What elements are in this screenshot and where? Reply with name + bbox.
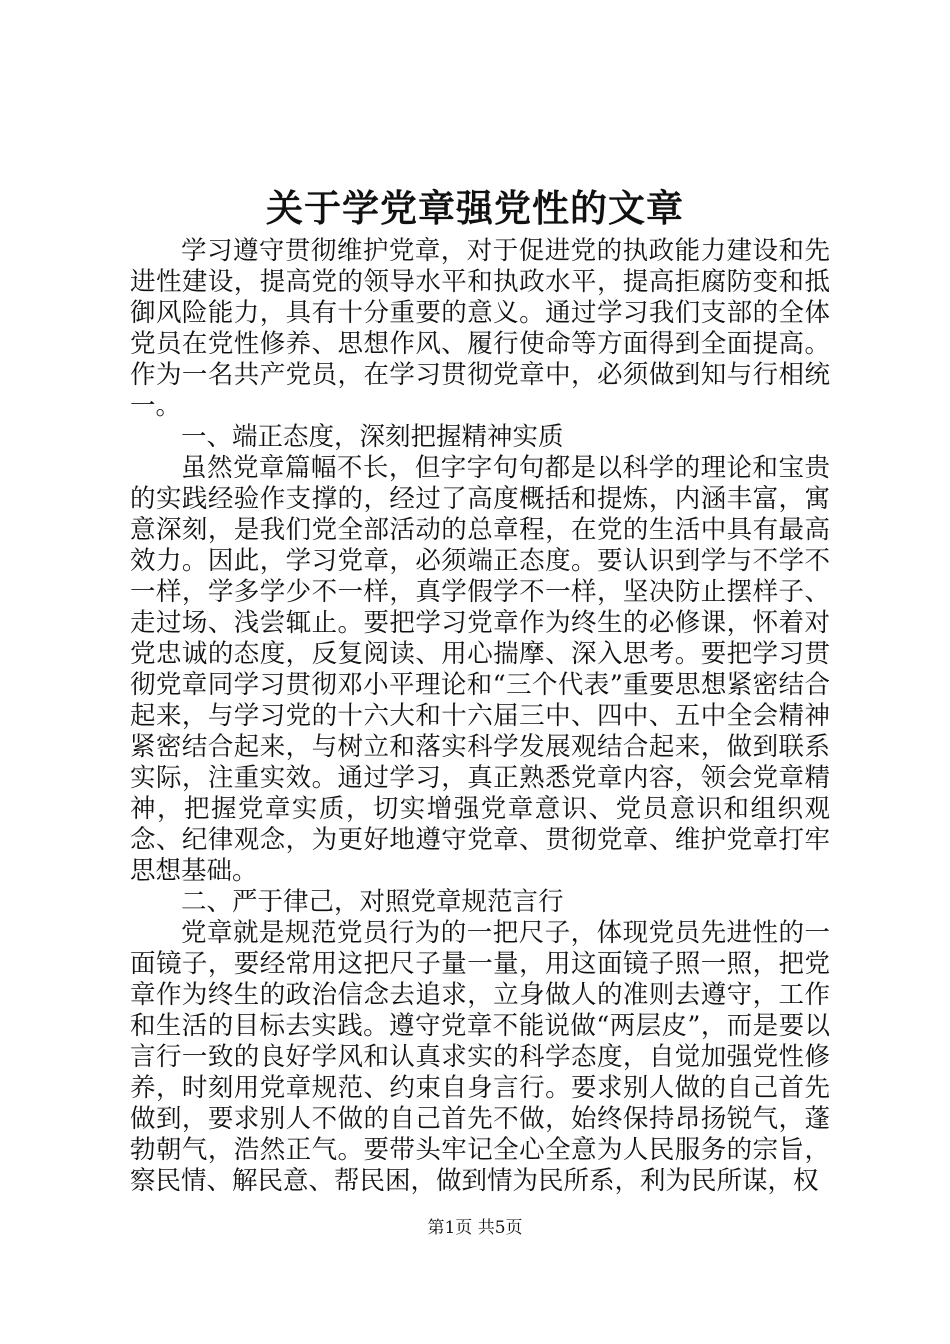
page-footer: 第1页 共5页 <box>427 1218 523 1238</box>
page-title: 关于学党章强党性的文章 <box>266 186 684 230</box>
section-2-paragraph: 党章就是规范党员行为的一把尺子，体现党员先进性的一面镜子，要经常用这把尺子量一量，用这面镜子照一照，把党章作为终生的政治信念去追求，立身做人的准则去遵守，工作和生活的目标去实践。遵守党章不能说做“两层皮”，而是要以言行一致的良好学风和认真求实的科学态度，自觉加强党性修养，时刻用党章规范、约束自身言行。要求别人做的自己首先做到，要求别人不做的自己首先不做，始终保持昂扬锐气，蓬勃朝气，浩然正气。要带头牢记全心全意为人民服务的宗旨，察民情、解民意、帮民困，做到情为民所系，利为民所谋，权 <box>130 918 830 1196</box>
document-body <box>130 236 830 1197</box>
intro-paragraph: 学习遵守贯彻维护党章，对于促进党的执政能力建设和先进性建设，提高党的领导水平和执政水平，提高拒腐防变和抵御风险能力，具有十分重要的意义。通过学习我们支部的全体党员在党性修养、思想作风、履行使命等方面得到全面提高。作为一名共产党员，在学习贯彻党章中，必须做到知与行相统一。 <box>130 236 830 421</box>
section-heading-2: 二、严于律己，对照党章规范言行 <box>181 887 564 917</box>
section-heading-1: 一、端正态度，深刻把握精神实质 <box>181 422 564 452</box>
section-1-paragraph: 虽然党章篇幅不长，但字字句句都是以科学的理论和宝贵的实践经验作支撑的，经过了高度概括和提炼，内涵丰富，寓意深刻，是我们党全部活动的总章程，在党的生活中具有最高效力。因此，学习党章，必须端正态度。要认识到学与不学不一样，学多学少不一样，真学假学不一样，坚决防止摆样子、走过场、浅尝辄止。要把学习党章作为终生的必修课，怀着对党忠诚的态度，反复阅读、用心揣摩、深入思考。要把学习贯彻党章同学习贯彻邓小平理论和“三个代表”重要思想紧密结合起来，与学习党的十六大和十六届三中、四中、五中全会精神紧密结合起来，与树立和落实科学发展观结合起来，做到联系实际，注重实效。通过学习，真正熟悉党章内容，领会党章精神，把握党章实质，切实增强党章意识、党员意识和组织观念、纪律观念，为更好地遵守党章、贯彻党章、维护党章打牢思想基础。 <box>130 453 830 886</box>
